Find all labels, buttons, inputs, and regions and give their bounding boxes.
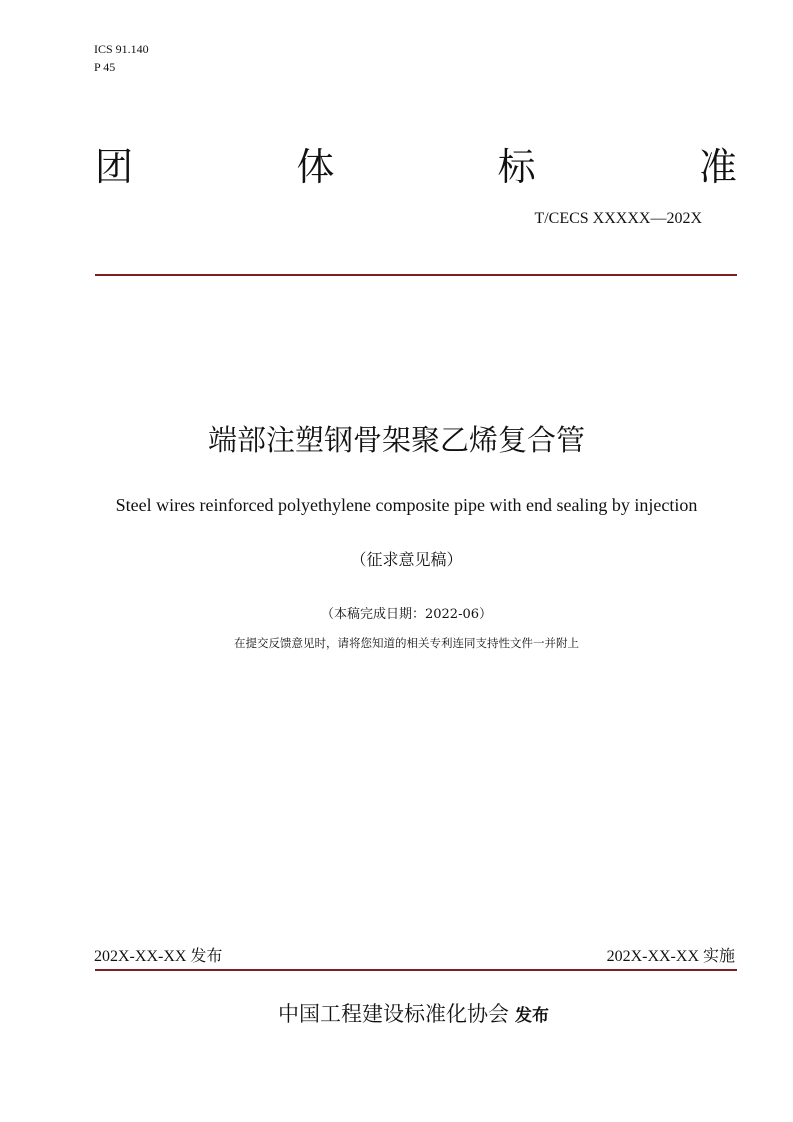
ics-code: ICS 91.140	[94, 42, 149, 56]
standard-number: T/CECS XXXXX—202X	[534, 210, 702, 227]
issue-date: 202X-XX-XX 发布	[94, 948, 223, 965]
standard-type-heading	[95, 142, 737, 192]
publisher-line	[0, 998, 793, 1032]
ccs-code: P 45	[94, 60, 116, 74]
chinese-title: 端部注塑钢骨架聚乙烯复合管	[207, 423, 585, 457]
standard-type-char: 体	[296, 145, 335, 189]
english-title: Steel wires reinforced polyethylene composite pipe with end sealing by injection	[115, 495, 698, 515]
patent-disclosure-note: 在提交反馈意见时，请将您知道的相关专利连同支持性文件一并附上	[234, 636, 579, 650]
implementation-date: 202X-XX-XX 实施	[606, 948, 735, 965]
top-divider	[95, 274, 737, 276]
classification-codes	[94, 40, 149, 76]
standard-type-char: 标	[497, 145, 536, 189]
bottom-divider	[95, 969, 737, 971]
draft-stage-label: （征求意见稿）	[350, 550, 463, 569]
standard-type-char: 团	[95, 145, 134, 189]
publisher-name: 中国工程建设标准化协会	[278, 1002, 509, 1026]
draft-completion-date: （本稿完成日期：2022-06）	[320, 607, 493, 622]
publisher-suffix: 发布	[515, 1006, 549, 1026]
standard-type-char: 准	[698, 145, 737, 189]
